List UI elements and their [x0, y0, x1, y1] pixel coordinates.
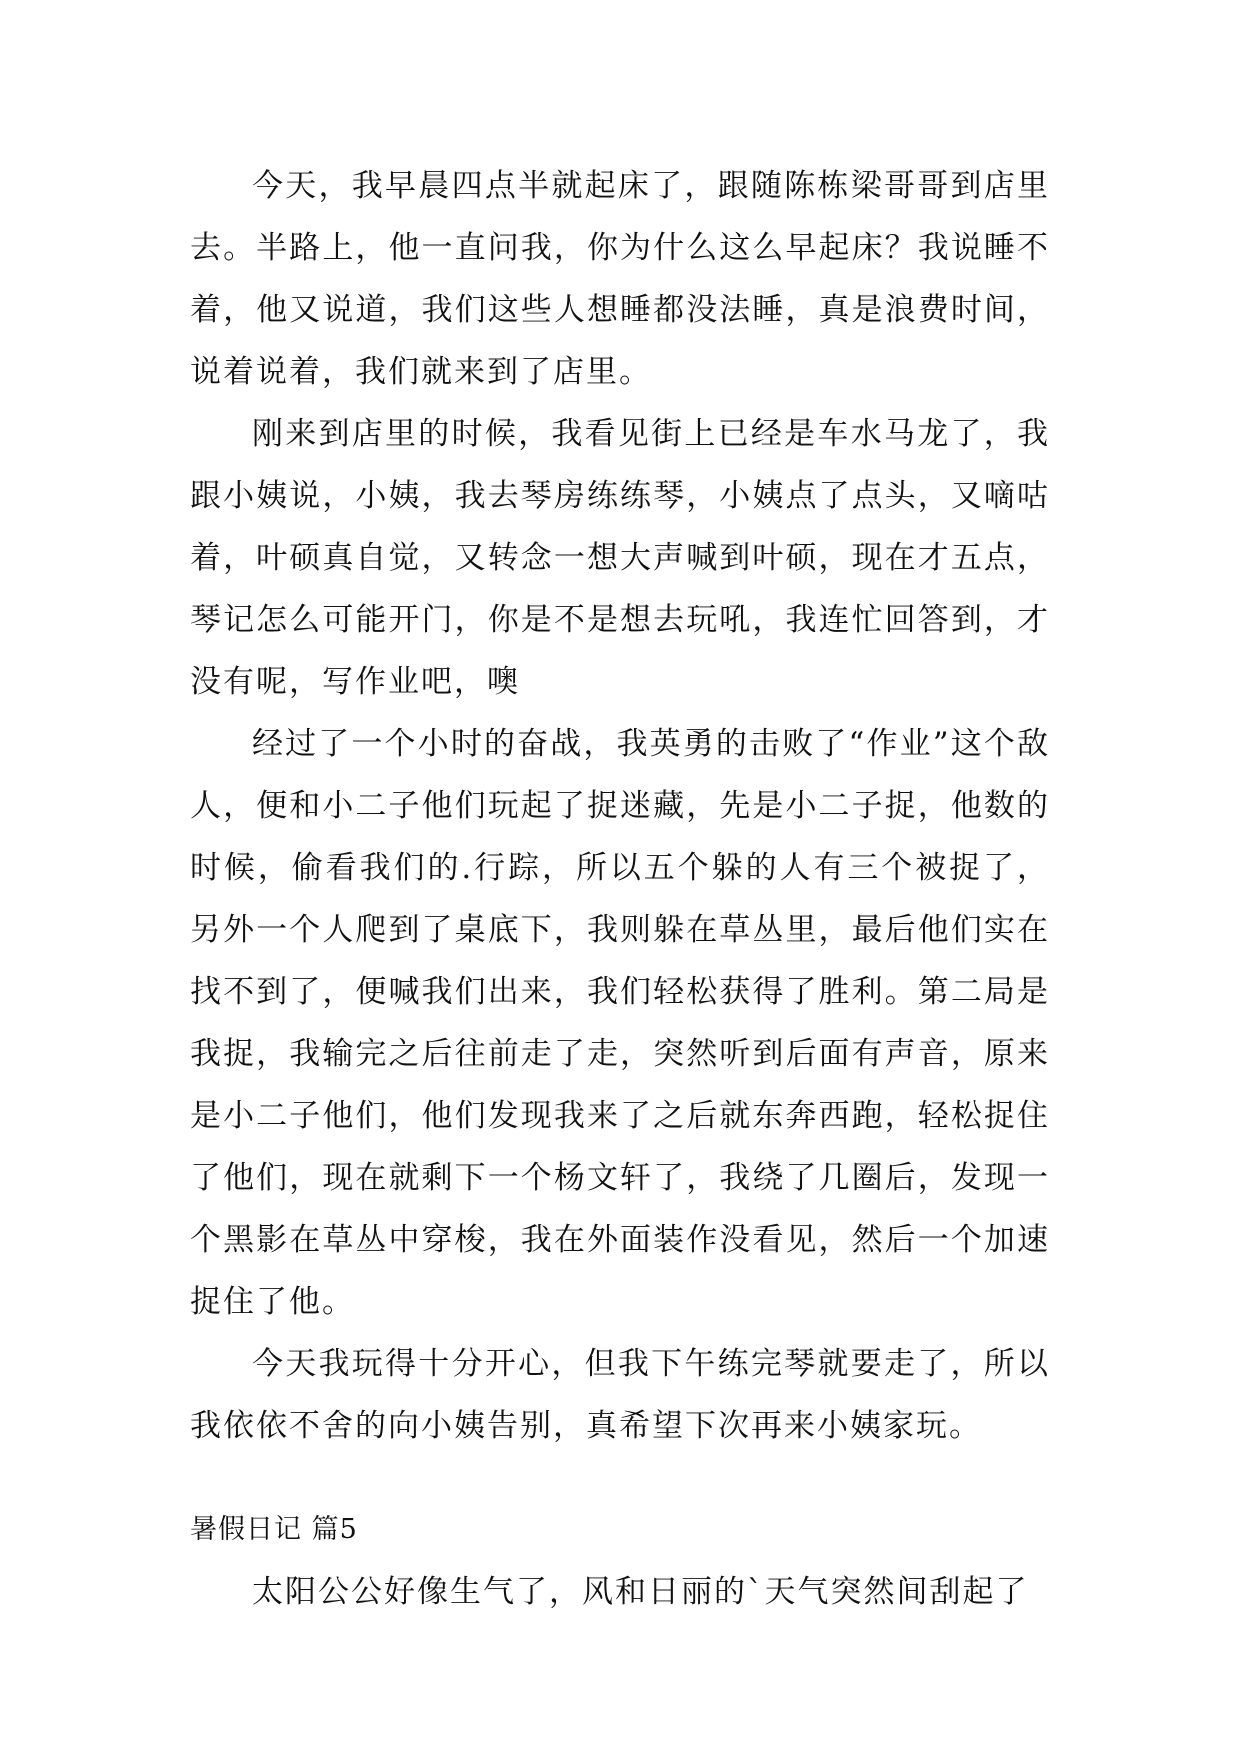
paragraph-2: 刚来到店里的时候，我看见街上已经是车水马龙了，我跟小姨说，小姨，我去琴房练练琴，小姨点了点头，又嘀咕着，叶硕真自觉，又转念一想大声喊到叶硕，现在才五点，琴记怎么可能开门，你是不是想去玩吼，我连忙回答到，才没有呢，写作业吧，噢: [190, 416, 1050, 700]
paragraph-1: 今天，我早晨四点半就起床了，跟随陈栋梁哥哥到店里去。半路上，他一直问我，你为什么这么早起床？我说睡不着，他又说道，我们这些人想睡都没法睡，真是浪费时间，说着说着，我们就来到了店里。: [190, 168, 1050, 390]
document-body: [190, 155, 1050, 1623]
paragraph-4: 今天我玩得十分开心，但我下午练完琴就要走了，所以我依依不舍的向小姨告别，真希望下次再来小姨家玩。: [190, 1346, 1050, 1444]
section-heading: 暑假日记 篇5: [190, 1514, 358, 1545]
paragraph-3: 经过了一个小时的奋战，我英勇的击败了“作业”这个敌人，便和小二子他们玩起了捉迷藏，先是小二子捉，他数的时候，偷看我们的.行踪，所以五个躲的人有三个被捉了，另外一个人爬到了桌底下，我则躲在草丛里，最后他们实在找不到了，便喊我们出来，我们轻松获得了胜利。第二局是我捉，我输完之后往前走了走，突然听到后面有声音，原来是小二子他们，他们发现我来了之后就东奔西跑，轻松捉住了他们，现在就剩下一个杨文轩了，我绕了几圈后，发现一个黑影在草丛中穿梭，我在外面装作没看见，然后一个加速捉住了他。: [190, 726, 1050, 1320]
section-paragraph: 太阳公公好像生气了，风和日丽的`天气突然间刮起了: [252, 1574, 1029, 1610]
